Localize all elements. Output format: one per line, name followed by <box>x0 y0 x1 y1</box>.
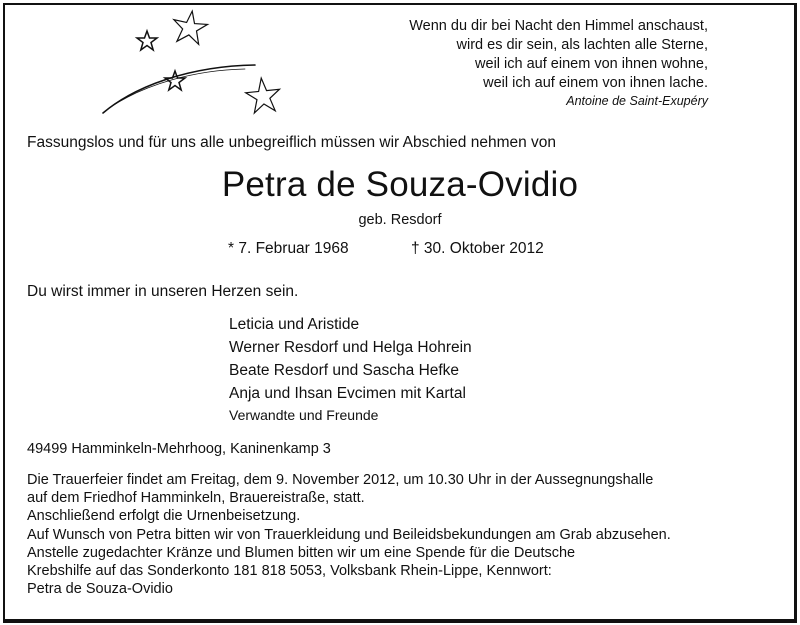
mourner-name: Leticia und Aristide <box>229 316 360 333</box>
relatives-text: Verwandte und Freunde <box>229 407 379 423</box>
birth-date: * 7. Februar 1968 <box>228 240 349 257</box>
life-dates <box>228 240 544 258</box>
mourner-name: Beate Resdorf und Sascha Hefke <box>229 362 460 379</box>
mourner-name: Werner Resdorf und Helga Hohrein <box>229 339 472 356</box>
info-line: Auf Wunsch von Petra bitten wir von Trauerkleidung und Beileidsbekundungen am Grab abzusehen. <box>27 526 671 543</box>
poem-author: Antoine de Saint-Exupéry <box>566 94 708 108</box>
mourners-list <box>229 313 472 425</box>
info-line: Die Trauerfeier findet am Freitag, dem 9. November 2012, um 10.30 Uhr in der Aussegnungshalle <box>27 472 654 488</box>
poem-block <box>409 17 708 109</box>
poem-line: weil ich auf einem von ihnen wohne, <box>475 56 708 72</box>
stars-decoration <box>95 8 295 128</box>
birth-name: geb. Resdorf <box>358 212 442 228</box>
poem-line: Wenn du dir bei Nacht den Himmel anschaust, <box>409 18 708 34</box>
funeral-info <box>27 471 671 598</box>
star-large-top <box>171 9 209 45</box>
info-line: Krebshilfe auf das Sonderkonto 181 818 5053, Volksbank Rhein-Lippe, Kennwort: <box>27 563 552 580</box>
poem-line: wird es dir sein, als lachten alle Sterne, <box>456 37 708 53</box>
info-line: Petra de Souza-Ovidio <box>27 581 173 598</box>
star-small-left <box>137 31 157 50</box>
address-text: 49499 Hamminkeln-Mehrhoog, Kaninenkamp 3 <box>27 441 331 457</box>
farewell-text: Du wirst immer in unseren Herzen sein. <box>27 283 299 300</box>
intro-text: Fassungslos und für uns alle unbegreiflich müssen wir Abschied nehmen von <box>27 134 557 151</box>
mourner-name: Anja und Ihsan Evcimen mit Kartal <box>229 385 466 402</box>
info-line: Anstelle zugedachter Kränze und Blumen bitten wir um eine Spende für die Deutsche <box>27 544 576 561</box>
death-date: † 30. Oktober 2012 <box>411 240 544 257</box>
poem-line: weil ich auf einem von ihnen lache. <box>483 75 708 91</box>
info-line: auf dem Friedhof Hamminkeln, Brauereistraße, statt. <box>27 490 365 507</box>
info-line: Anschließend erfolgt die Urnenbeisetzung. <box>27 508 301 525</box>
star-large-right <box>244 76 281 113</box>
star-small-middle <box>165 71 185 90</box>
deceased-name: Petra de Souza-Ovidio <box>221 165 579 204</box>
